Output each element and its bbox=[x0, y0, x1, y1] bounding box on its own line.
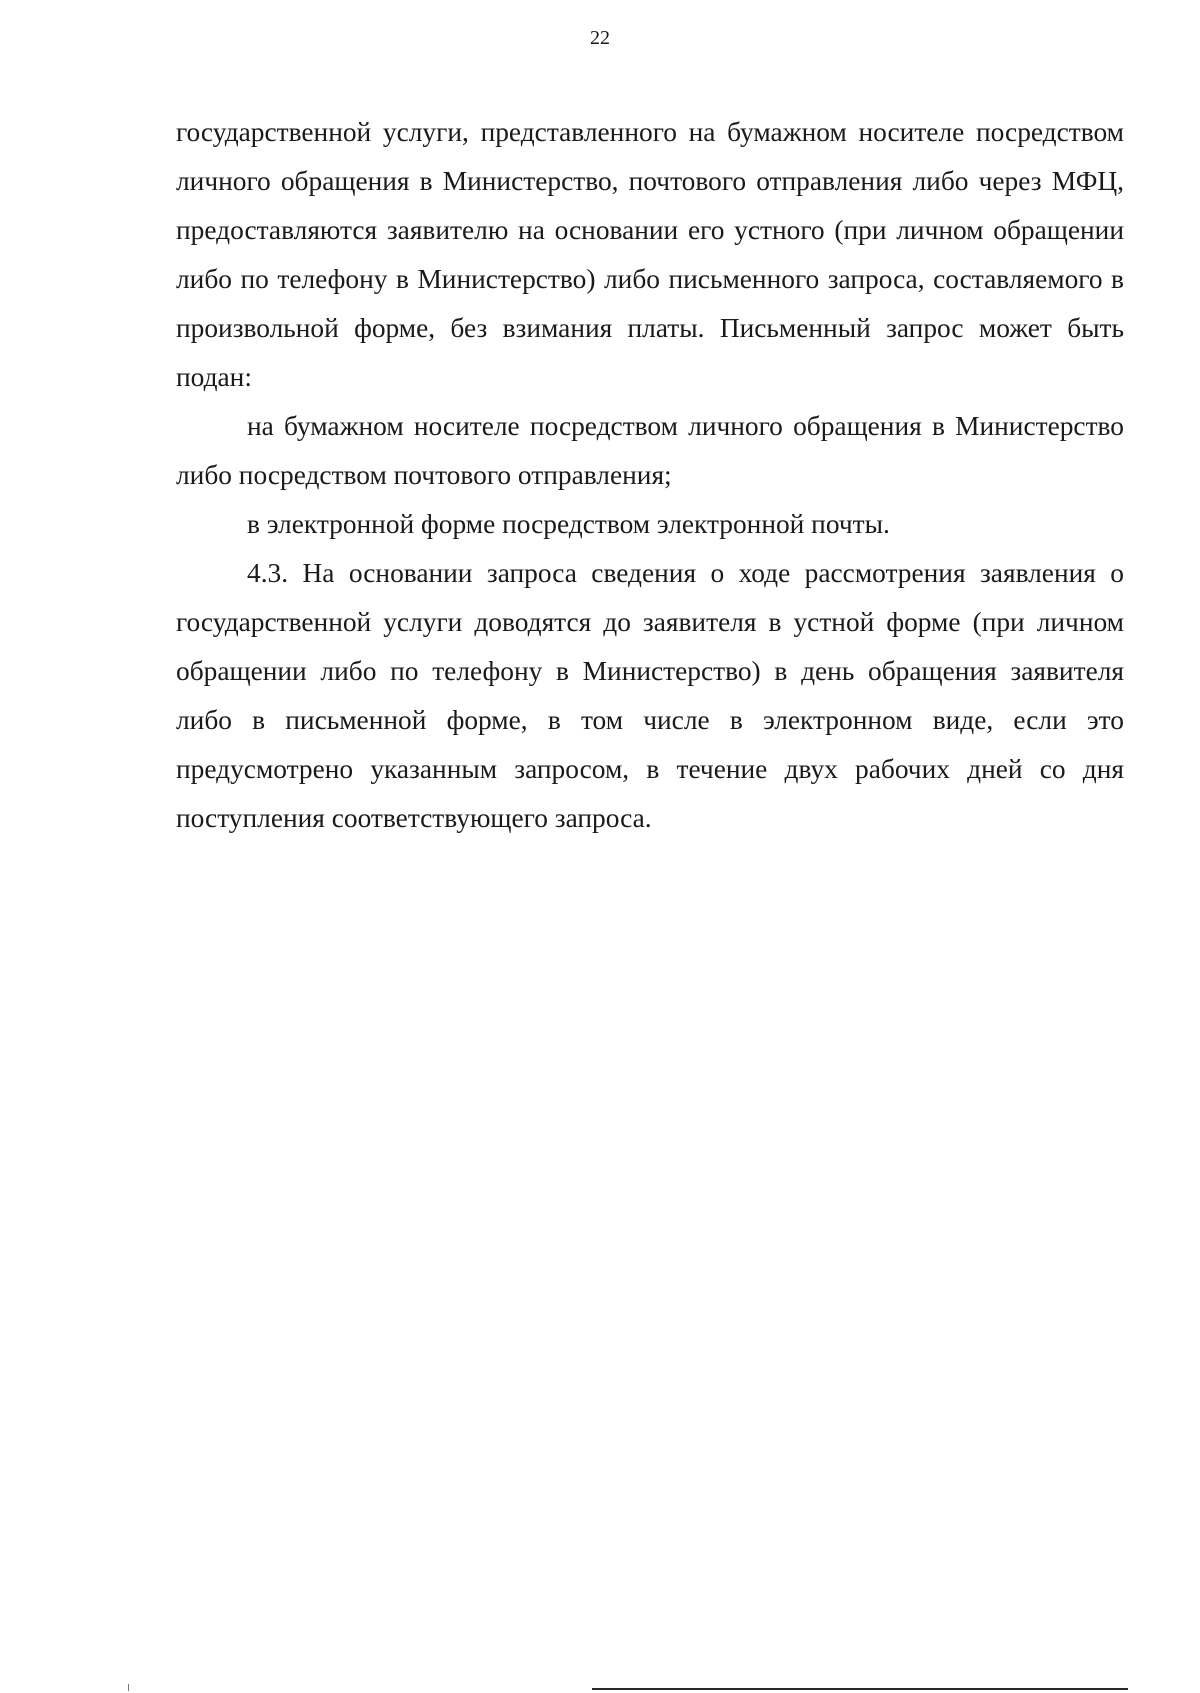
paragraph-electronic-request: в электронной форме посредством электронной почты. bbox=[247, 509, 890, 539]
page-number: 22 bbox=[590, 27, 610, 49]
bottom-rule bbox=[592, 1688, 1128, 1690]
document-body bbox=[176, 108, 1124, 843]
paragraph-paper-request: на бумажном носителе посредством личного обращения в Министерство либо посредством почтового отправления; bbox=[176, 411, 1124, 490]
scan-mark bbox=[128, 1684, 129, 1691]
paragraph-section-4-3: 4.3. На основании запроса сведения о ходе рассмотрения заявления о государственной услуги доводятся до заявителя в устной форме (при личном обращении либо по телефону в Министерство) в день обращения заявителя либо в письменной форме, в том числе в электронном виде, если это предусмотрено указанным запросом, в течение двух рабочих дней со дня поступления соответствующего запроса. bbox=[176, 558, 1124, 833]
paragraph-continuation: государственной услуги, представленного на бумажном носителе посредством личного обращения в Министерство, почтового отправления либо через МФЦ, предоставляются заявителю на основании его устного (при личном обращении либо по телефону в Министерство) либо письменного запроса, составляемого в произвольной форме, без взимания платы. Письменный запрос может быть подан: bbox=[176, 117, 1124, 392]
